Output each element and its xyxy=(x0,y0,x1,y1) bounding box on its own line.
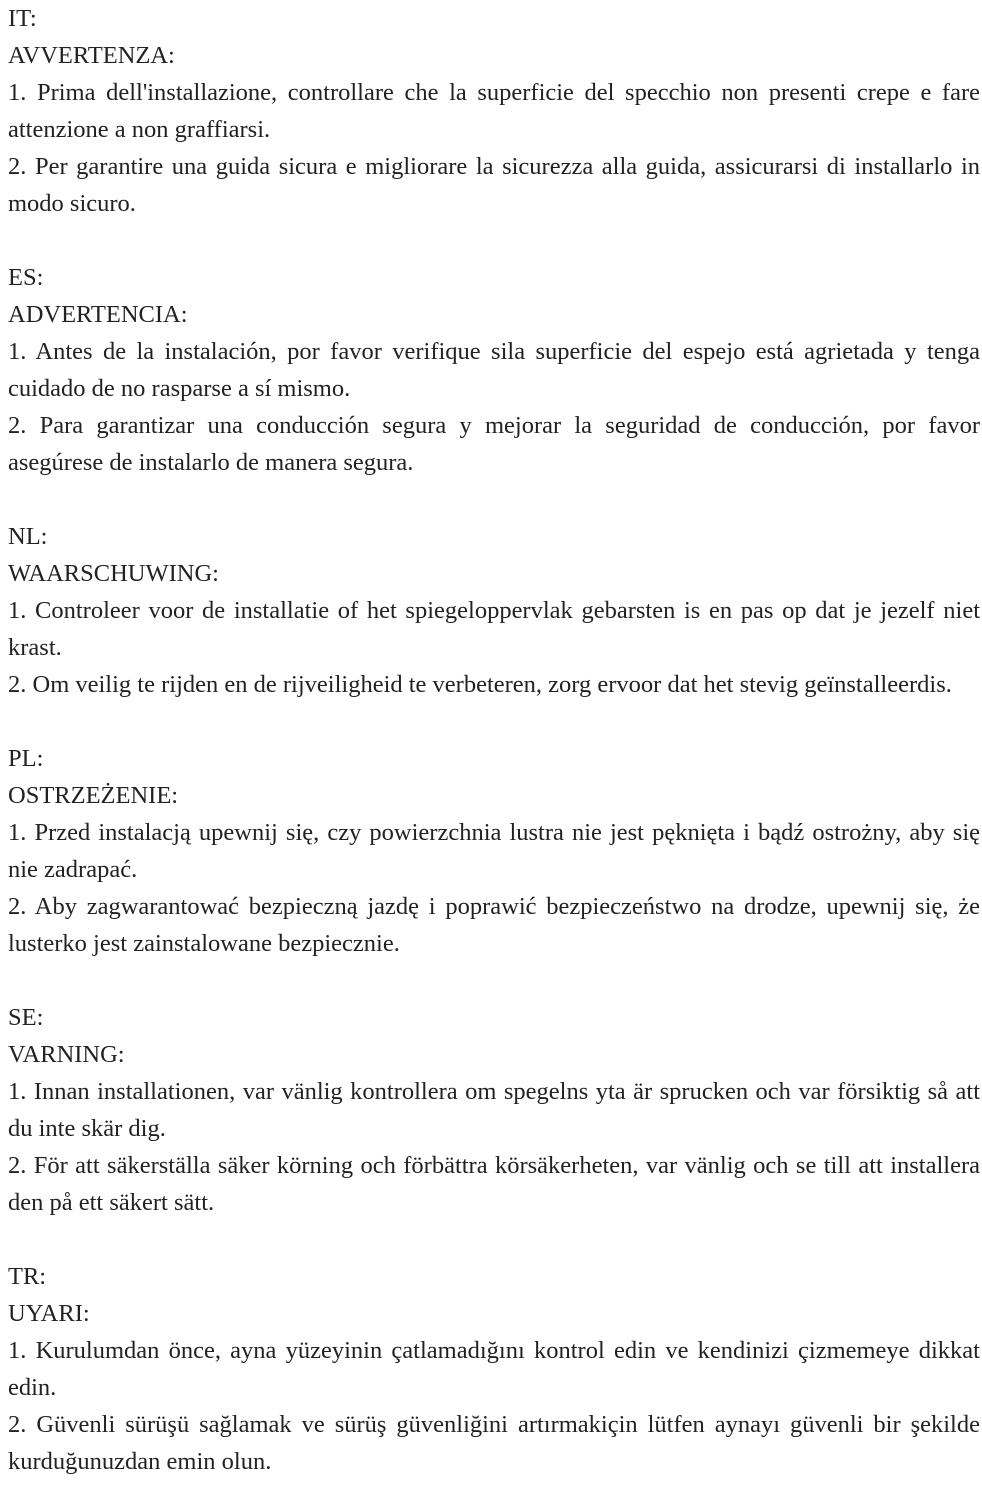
warning-item-2: 2. För att säkerställa säker körning och förbättra körsäkerheten, var vänlig och se till att installera den på ett säkert sätt. xyxy=(8,1152,980,1216)
section-es xyxy=(8,259,980,481)
warning-item-2: 2. Per garantire una guida sicura e migliorare la sicurezza alla guida, assicurarsi di installarlo in modo sicuro. xyxy=(8,153,980,217)
section-it xyxy=(8,0,980,222)
warning-item-2: 2. Aby zagwarantować bezpieczną jazdę i poprawić bezpieczeństwo na drodze, upewnij się, że lusterko jest zainstalowane bezpiecznie. xyxy=(8,893,980,957)
section-tr xyxy=(8,1258,980,1480)
warning-item-1: 1. Prima dell'installazione, controllare che la superficie del specchio non presenti crepe e fare attenzione a non graffiarsi. xyxy=(8,79,980,143)
section-pl xyxy=(8,740,980,962)
warning-heading: AVVERTENZA: xyxy=(8,42,175,69)
section-nl xyxy=(8,518,980,703)
warning-item-2: 2. Om veilig te rijden en de rijveiligheid te verbeteren, zorg ervoor dat het stevig geïnstalleerdis. xyxy=(8,671,952,698)
warning-item-1: 1. Controleer voor de installatie of het spiegeloppervlak gebarsten is en pas op dat je jezelf niet krast. xyxy=(8,597,980,661)
warning-item-1: 1. Kurulumdan önce, ayna yüzeyinin çatlamadığını kontrol edin ve kendinizi çizmemeye dikkat edin. xyxy=(8,1337,980,1401)
warning-heading: VARNING: xyxy=(8,1041,125,1068)
language-code: SE: xyxy=(8,1004,44,1031)
language-code: NL: xyxy=(8,523,48,550)
warning-item-1: 1. Przed instalacją upewnij się, czy powierzchnia lustra nie jest pęknięta i bądź ostrożny, aby się nie zadrapać. xyxy=(8,819,980,883)
warning-item-2: 2. Para garantizar una conducción segura y mejorar la seguridad de conducción, por favor asegúrese de instalarlo de manera segura. xyxy=(8,412,980,476)
warning-heading: OSTRZEŻENIE: xyxy=(8,782,179,809)
warning-item-2: 2. Güvenli sürüşü sağlamak ve sürüş güvenliğini artırmakiçin lütfen aynayı güvenli bir şekilde kurduğunuzdan emin olun. xyxy=(8,1411,980,1475)
warning-document xyxy=(8,0,980,1480)
language-code: TR: xyxy=(8,1263,47,1290)
section-se xyxy=(8,999,980,1221)
warning-item-1: 1. Innan installationen, var vänlig kontrollera om spegelns yta är sprucken och var försiktig så att du inte skär dig. xyxy=(8,1078,980,1142)
warning-heading: WAARSCHUWING: xyxy=(8,560,219,587)
warning-item-1: 1. Antes de la instalación, por favor verifique sila superficie del espejo está agrietada y tenga cuidado de no rasparse a sí mismo. xyxy=(8,338,980,402)
language-code: ES: xyxy=(8,264,44,291)
warning-heading: UYARI: xyxy=(8,1300,90,1327)
language-code: IT: xyxy=(8,5,37,32)
warning-heading: ADVERTENCIA: xyxy=(8,301,188,328)
language-code: PL: xyxy=(8,745,44,772)
